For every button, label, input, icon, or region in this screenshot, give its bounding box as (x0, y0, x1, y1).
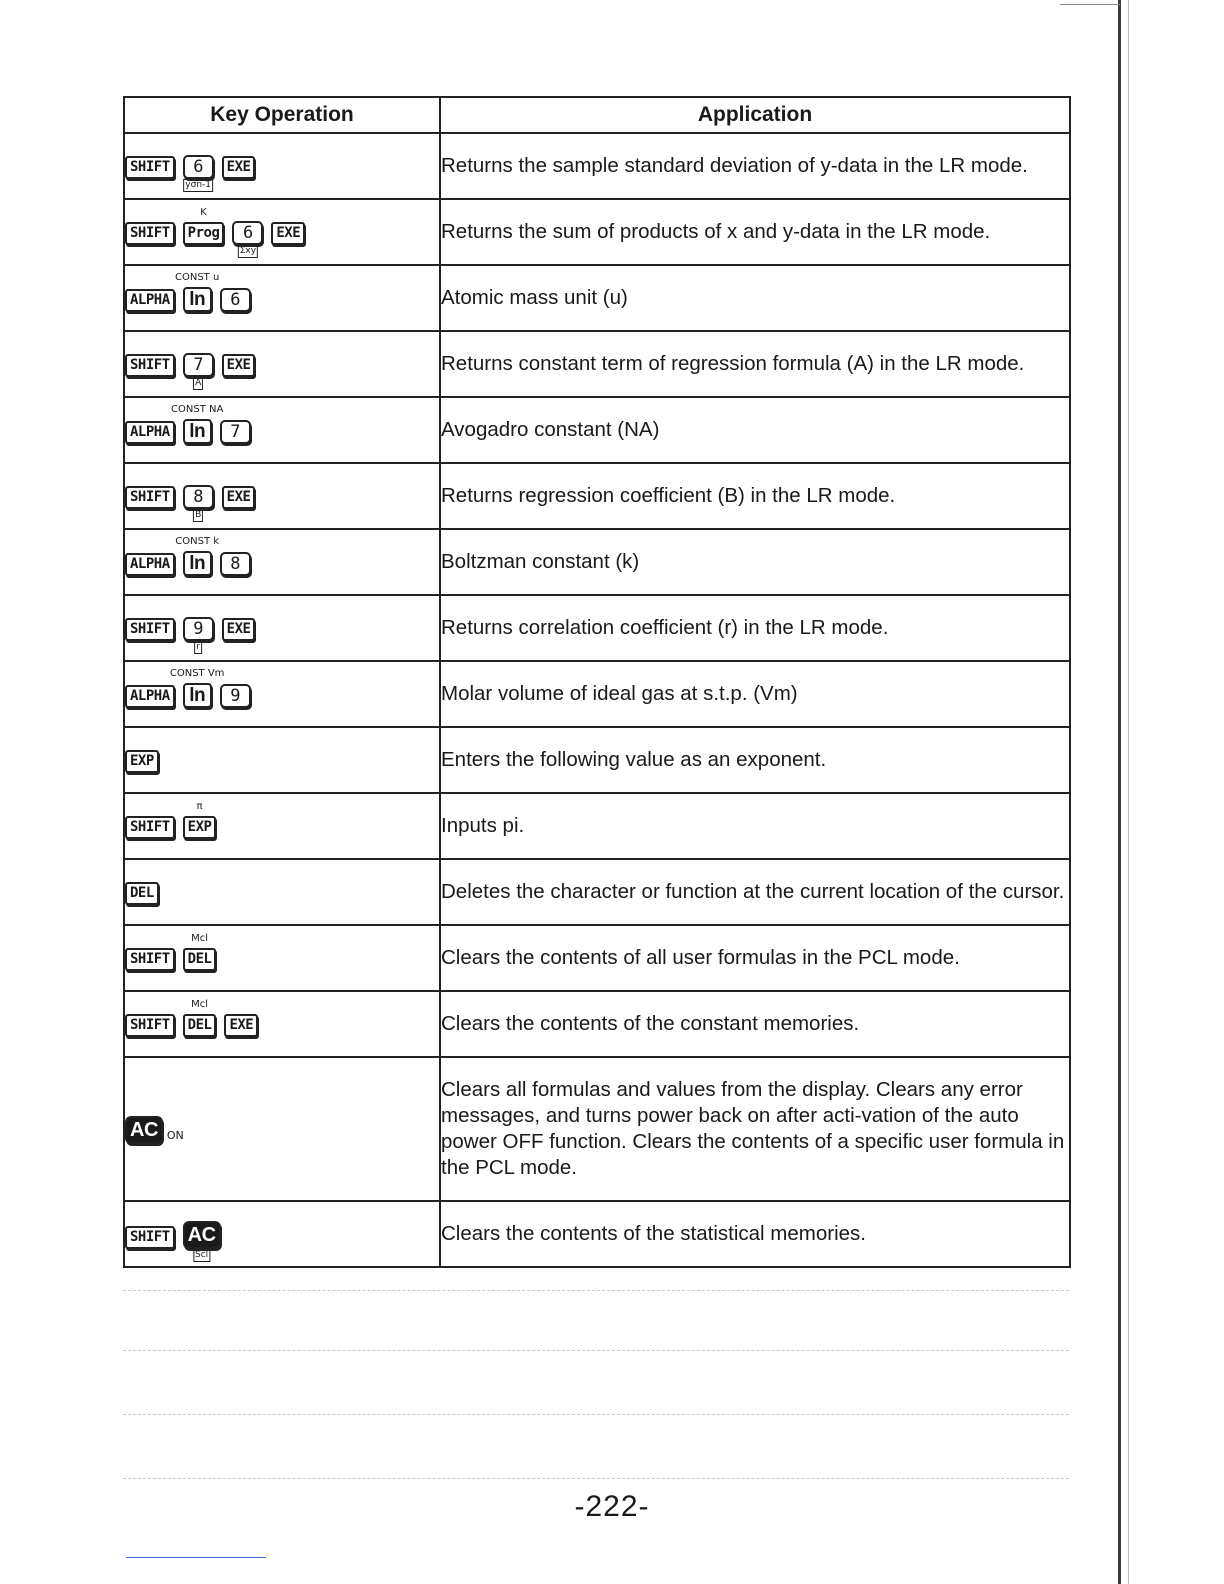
key-wrapper (125, 538, 175, 589)
table-row (124, 595, 1070, 661)
key-wrapper (220, 537, 251, 589)
key-wrapper (125, 207, 175, 258)
faint-line (123, 1350, 1069, 1352)
key-wrapper (125, 801, 175, 852)
key-operation-table (123, 96, 1071, 1268)
key-wrapper (125, 1211, 175, 1262)
key-wrapper (183, 207, 225, 258)
table-row (124, 793, 1070, 859)
key-sequence (125, 1101, 439, 1157)
key-shift-icon: SHIFT (125, 486, 175, 509)
key-sequence (125, 999, 439, 1050)
key-shift-icon: SHIFT (125, 618, 175, 641)
key-exp-icon: EXP (183, 816, 217, 839)
application-cell: Atomic mass unit (u) (440, 265, 1070, 331)
table-row (124, 331, 1070, 397)
key-shift-label: CONST k (175, 535, 220, 547)
application-cell: Clears the contents of all user formulas in the PCL mode. (440, 925, 1070, 991)
key-operation-cell (124, 529, 440, 595)
key-suffix-label: ON (166, 1129, 184, 1142)
key-9-icon: 9 (220, 684, 251, 708)
key-6-icon: 6 (183, 155, 214, 179)
top-edge-line (1060, 4, 1120, 5)
application-cell: Clears all formulas and values from the display. Clears any error messages, and turns power back on after acti-vation of the auto power OFF function. Clears the contents of a specific user formula in the PCL mode. (440, 1057, 1070, 1201)
key-shift-icon: SHIFT (125, 222, 175, 245)
key-sequence (125, 140, 439, 192)
key-7-icon: 7 (220, 420, 251, 444)
key-sequence (125, 470, 439, 522)
key-shift-label: π (196, 800, 203, 812)
key-operation-cell (124, 199, 440, 265)
key-wrapper (125, 735, 159, 786)
key-ln-icon: ln (183, 287, 212, 312)
key-exe-icon: EXE (222, 618, 256, 641)
key-wrapper (271, 207, 305, 258)
key-sequence (125, 668, 439, 721)
application-cell: Deletes the character or function at the current location of the cursor. (440, 859, 1070, 925)
key-exe-icon: EXE (222, 156, 256, 179)
key-ln-icon: ln (183, 683, 212, 708)
table-row (124, 925, 1070, 991)
key-operation-cell (124, 1201, 440, 1267)
key-ac-icon: AC (125, 1116, 163, 1144)
key-shift-icon: SHIFT (125, 1014, 175, 1037)
bottom-rule (126, 1557, 266, 1558)
key-sub-label: Scl (195, 1250, 209, 1260)
application-cell: Returns regression coefficient (B) in the LR mode. (440, 463, 1070, 529)
key-operation-cell (124, 133, 440, 199)
key-ac-icon: AC (183, 1221, 221, 1249)
application-cell: Boltzman constant (k) (440, 529, 1070, 595)
key-sequence (125, 272, 439, 325)
key-del-icon: DEL (125, 882, 159, 905)
key-wrapper (125, 141, 175, 192)
key-operation-cell (124, 265, 440, 331)
key-sequence (125, 338, 439, 390)
key-sequence (125, 735, 439, 786)
table-row (124, 1201, 1070, 1267)
key-sequence (125, 206, 439, 258)
table-row (124, 199, 1070, 265)
key-sequence (125, 536, 439, 589)
table-row (124, 727, 1070, 793)
table-row (124, 991, 1070, 1057)
key-operation-cell (124, 925, 440, 991)
key-wrapper (183, 338, 214, 390)
key-shift-label: CONST u (175, 271, 220, 283)
key-wrapper (220, 669, 251, 721)
key-operation-cell (124, 661, 440, 727)
key-8-icon: 8 (220, 552, 251, 576)
key-wrapper (175, 271, 220, 325)
key-shift-label: CONST Vm (169, 667, 225, 679)
table-row (124, 859, 1070, 925)
key-operation-cell (124, 991, 440, 1057)
key-wrapper (224, 999, 258, 1050)
key-operation-cell (124, 397, 440, 463)
key-wrapper (169, 667, 225, 721)
table-row (124, 265, 1070, 331)
table-row (124, 397, 1070, 463)
table-row (124, 661, 1070, 727)
key-wrapper (183, 933, 217, 984)
key-6-icon: 6 (220, 288, 251, 312)
key-exe-icon: EXE (222, 486, 256, 509)
key-wrapper (220, 273, 251, 325)
key-exe-icon: EXE (224, 1014, 258, 1037)
key-sub-label: B (195, 510, 202, 520)
key-alpha-icon: ALPHA (125, 289, 175, 312)
application-cell: Enters the following value as an exponent. (440, 727, 1070, 793)
key-wrapper (125, 1101, 163, 1157)
faint-line (123, 1290, 1069, 1292)
key-ln-icon: ln (183, 551, 212, 576)
application-cell: Clears the contents of the statistical memories. (440, 1201, 1070, 1267)
key-wrapper (183, 140, 214, 192)
table-row (124, 1057, 1070, 1201)
key-exp-icon: EXP (125, 750, 159, 773)
page-number: -222- (574, 1490, 650, 1523)
key-wrapper (125, 274, 175, 325)
application-cell: Avogadro constant (NA) (440, 397, 1070, 463)
page-edge-right-inner (1128, 0, 1129, 1584)
key-wrapper (222, 603, 256, 654)
faint-line (123, 1414, 1069, 1416)
key-wrapper (125, 471, 175, 522)
key-sub-label: yσn-1 (185, 180, 212, 190)
key-wrapper (125, 933, 175, 984)
key-sequence (125, 801, 439, 852)
key-shift-icon: SHIFT (125, 1226, 175, 1249)
key-sequence (125, 867, 439, 918)
header-application: Application (440, 97, 1070, 133)
key-operation-cell (124, 1057, 440, 1201)
application-cell: Molar volume of ideal gas at s.t.p. (Vm) (440, 661, 1070, 727)
key-wrapper (175, 535, 220, 589)
application-cell: Inputs pi. (440, 793, 1070, 859)
key-ln-icon: ln (183, 419, 212, 444)
key-wrapper (222, 141, 256, 192)
key-sequence (125, 404, 439, 457)
key-sub-label: A (195, 378, 202, 388)
key-alpha-icon: ALPHA (125, 421, 175, 444)
key-wrapper (183, 602, 214, 654)
key-7-icon: 7 (183, 353, 214, 377)
faint-line (123, 1478, 1069, 1480)
key-sub-label: r (196, 642, 201, 652)
key-wrapper (183, 801, 217, 852)
key-sequence (125, 602, 439, 654)
key-prog-icon: Prog (183, 222, 225, 245)
key-shift-icon: SHIFT (125, 156, 175, 179)
key-wrapper (220, 405, 251, 457)
header-key-operation: Key Operation (124, 97, 440, 133)
application-cell: Returns correlation coefficient (r) in the LR mode. (440, 595, 1070, 661)
key-operation-cell (124, 859, 440, 925)
key-shift-label: CONST NA (171, 403, 224, 415)
key-wrapper (125, 670, 175, 721)
key-sub-label: Σxy (239, 246, 257, 256)
application-cell: Returns the sum of products of x and y-data in the LR mode. (440, 199, 1070, 265)
table-header-row (124, 97, 1070, 133)
key-shift-label: K (200, 207, 207, 218)
key-8-icon: 8 (183, 485, 214, 509)
key-wrapper (183, 1206, 221, 1262)
key-shift-icon: SHIFT (125, 948, 175, 971)
key-alpha-icon: ALPHA (125, 553, 175, 576)
key-exe-icon: EXE (271, 222, 305, 245)
key-operation-cell (124, 727, 440, 793)
application-cell: Returns constant term of regression formula (A) in the LR mode. (440, 331, 1070, 397)
key-shift-icon: SHIFT (125, 354, 175, 377)
key-operation-cell (124, 463, 440, 529)
key-alpha-icon: ALPHA (125, 685, 175, 708)
key-wrapper (183, 470, 214, 522)
application-cell: Clears the contents of the constant memories. (440, 991, 1070, 1057)
key-operation-cell (124, 331, 440, 397)
key-del-icon: DEL (183, 948, 217, 971)
table-row (124, 463, 1070, 529)
table-row (124, 529, 1070, 595)
key-sequence (125, 1206, 439, 1262)
key-shift-icon: SHIFT (125, 816, 175, 839)
key-wrapper (125, 339, 175, 390)
key-wrapper (125, 603, 175, 654)
key-shift-label: Mcl (191, 998, 208, 1010)
key-wrapper (125, 999, 175, 1050)
key-exe-icon: EXE (222, 354, 256, 377)
key-shift-label: Mcl (191, 932, 208, 944)
key-wrapper (183, 999, 217, 1050)
key-wrapper (222, 339, 256, 390)
application-cell: Returns the sample standard deviation of y-data in the LR mode. (440, 133, 1070, 199)
key-operation-cell (124, 793, 440, 859)
key-6-icon: 6 (232, 221, 263, 245)
key-wrapper (125, 867, 159, 918)
key-wrapper (125, 406, 175, 457)
key-wrapper (222, 471, 256, 522)
page-edge-right (1118, 0, 1121, 1584)
key-9-icon: 9 (183, 617, 214, 641)
key-wrapper (232, 206, 263, 258)
key-del-icon: DEL (183, 1014, 217, 1037)
key-wrapper (171, 403, 224, 457)
key-sequence (125, 933, 439, 984)
table-row (124, 133, 1070, 199)
key-operation-cell (124, 595, 440, 661)
